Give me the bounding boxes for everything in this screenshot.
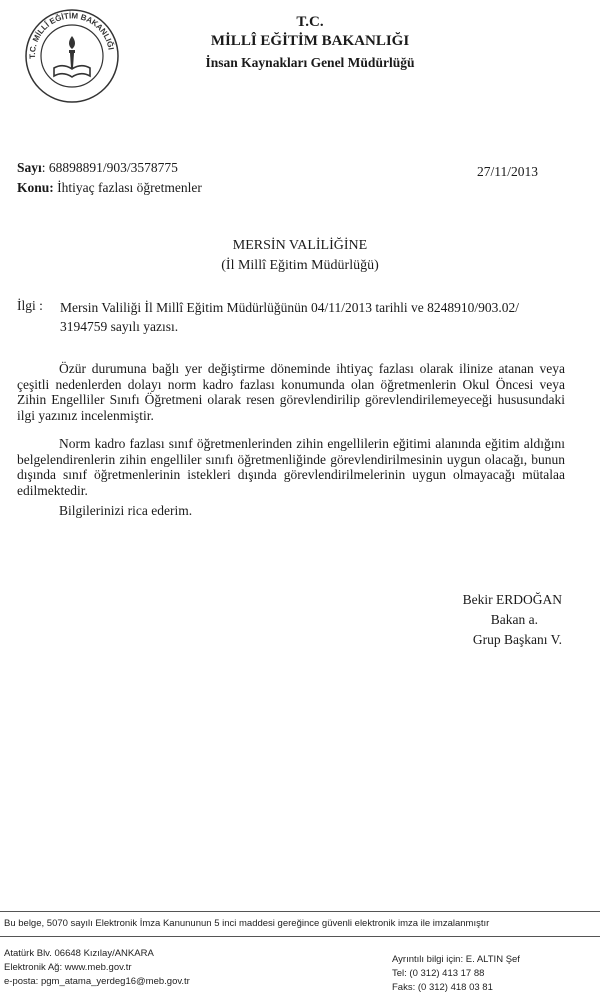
reference-text: Mersin Valiliği İl Millî Eğitim Müdürlüğünün 04/11/2013 tarihli ve 8248910/903.02/ 3194759 sayılı yazısı. xyxy=(60,300,519,334)
body-paragraph-2: Norm kadro fazlası sınıf öğretmenlerinden zihin engellilerin eğitimi alanında eğitim aldığını belgelendirenlerin zihin engelliler sınıfı öğretmenliğinde görevlendirilmesinin uygun olacağı, bunun dışında sınıf öğretmenlerinin istekleri dışında görevlendirilmelerinin uygun olmayacağı mütalaa edilmektedir. xyxy=(17,436,565,498)
ministry-seal-logo xyxy=(24,8,120,104)
sayi-label: Sayı xyxy=(17,160,42,175)
konu-line xyxy=(17,180,202,196)
header-tc: T.C. xyxy=(296,14,324,30)
signatory-name: Bekir ERDOĞAN xyxy=(462,592,562,607)
footer-address: Atatürk Blv. 06648 Kızılay/ANKARA xyxy=(4,948,154,959)
body-paragraph-3: Bilgilerinizi rica ederim. xyxy=(59,503,193,518)
footer-fax: Faks: (0 312) 418 03 81 xyxy=(392,982,493,993)
body-paragraph-1: Özür durumuna bağlı yer değiştirme döneminde ihtiyaç fazlası olarak ilinize atanan veya çeşitli nedenlerden dolayı norm kadro fazlası konumunda olan öğretmenlerin Okul Öncesi veya Zihin Engelliler Sınıfı Öğretmeni olarak resen görevlendirilip görevlendirilemeyeceği hususundaki ilgi yazınız incelenmiştir. xyxy=(17,361,565,423)
document-date: 27/11/2013 xyxy=(476,164,538,179)
sayi-line xyxy=(17,160,178,176)
footer-phone: Tel: (0 312) 413 17 88 xyxy=(392,968,485,979)
konu-label: Konu: xyxy=(17,180,54,195)
signatory-title1: Bakan a. xyxy=(490,612,538,627)
header-ministry: MİLLÎ EĞİTİM BAKANLIĞI xyxy=(210,33,410,49)
signatory-title2: Grup Başkanı V. xyxy=(472,632,562,647)
footer-contact: Ayrıntılı bilgi için: E. ALTIN Şef xyxy=(392,954,520,965)
svg-text:T.C. MİLLÎ EĞİTİM BAKANLIĞI: T.C. MİLLÎ EĞİTİM BAKANLIĞI xyxy=(27,11,116,59)
recipient-line2: (İl Millî Eğitim Müdürlüğü) xyxy=(221,258,379,273)
recipient-line1: MERSİN VALİLİĞİNE xyxy=(232,238,368,253)
konu-value: İhtiyaç fazlası öğretmenler xyxy=(53,180,202,195)
sayi-value: : 68898891/903/3578775 xyxy=(41,160,178,175)
footer-divider-top xyxy=(0,911,600,912)
header-directorate: İnsan Kaynakları Genel Müdürlüğü xyxy=(205,55,415,70)
footer-email: e-posta: pgm_atama_yerdeg16@meb.gov.tr xyxy=(4,976,190,987)
footer-divider-bottom xyxy=(0,936,600,937)
footer-e-signature-notice: Bu belge, 5070 sayılı Elektronik İmza Kanununun 5 inci maddesi gereğince güvenli elektronik imza ile imzalanmıştır xyxy=(4,918,490,929)
seal-graphic xyxy=(24,8,120,104)
footer-web: Elektronik Ağ: www.meb.gov.tr xyxy=(4,962,132,973)
reference-label: İlgi : xyxy=(17,298,43,313)
